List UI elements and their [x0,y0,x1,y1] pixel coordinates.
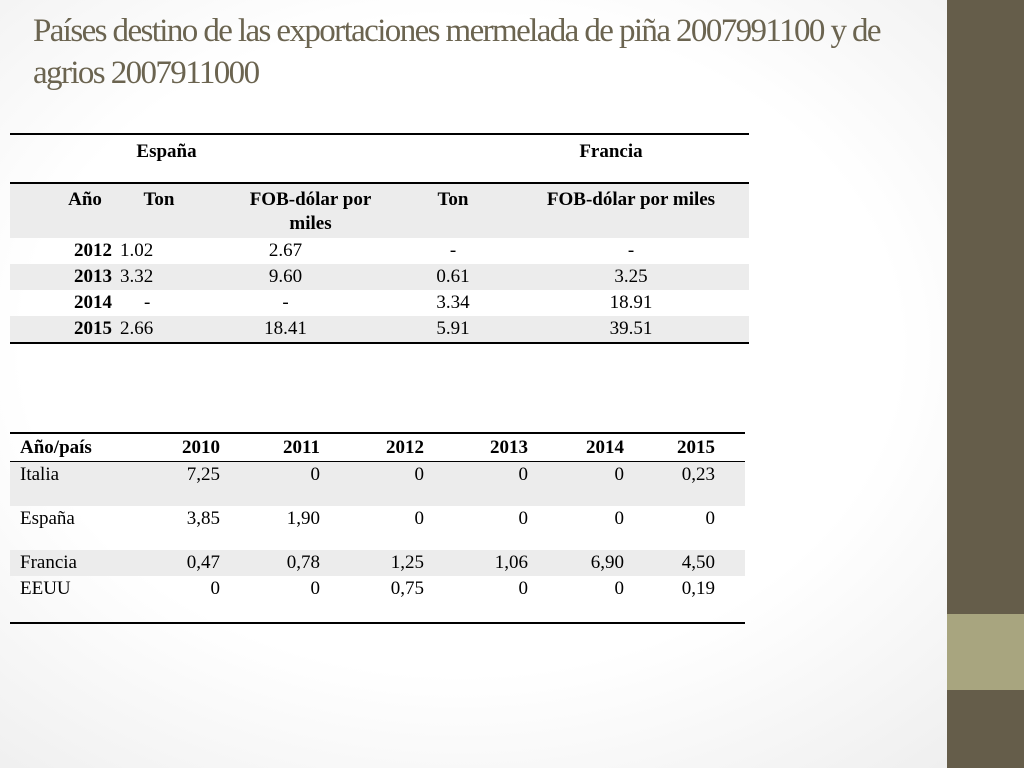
table-cell: - [144,292,151,313]
table-cell: 0 [414,508,424,529]
exports-by-country-table [10,432,745,624]
table-row [10,290,749,316]
table-cell: 4,50 [630,550,745,576]
table-cell: 0 [705,508,715,529]
column-header-row [10,183,749,238]
table-row [10,550,745,576]
table-cell: 0,19 [681,578,715,599]
table-cell: - [282,292,289,313]
table-cell: 5.91 [393,316,513,343]
table-cell: 0 [326,462,430,507]
table-cell: 1.02 [120,240,154,261]
year-cell: 2012 [74,240,112,261]
decorative-sidebar-accent [947,614,1024,690]
table-cell: 18.41 [208,316,393,343]
table-cell: 7,25 [130,462,226,507]
column-header: 2012 [326,433,430,462]
column-header: Año [10,183,118,238]
country-cell: EEUU [20,578,71,599]
table-cell: 0,75 [390,578,424,599]
exports-by-year-table [10,133,749,344]
table-row [10,506,745,550]
table-cell: 9.60 [208,264,393,290]
table-row [10,576,745,623]
table-cell: 1,06 [430,550,534,576]
table-cell: 3.25 [513,264,749,290]
table-cell: 2.67 [268,240,303,261]
country-header-francia: Francia [393,134,749,183]
year-cell: 2015 [10,316,118,343]
country-header-row [10,134,749,183]
table-cell: 0 [614,578,624,599]
table-cell: 0 [534,462,630,507]
slide-title: Países destino de las exportaciones mermelada de piña 2007991100 y de agrios 2007911000 [33,13,880,91]
year-cell: 2013 [10,264,118,290]
column-header: 2013 [430,433,534,462]
table-cell: 3,85 [186,508,220,529]
table-cell: - [449,240,457,261]
column-header: Ton [393,183,513,238]
table-cell: 0 [518,578,528,599]
table-cell: 0.61 [393,264,513,290]
table-cell: 2.66 [118,316,208,343]
column-header: FOB-dólar por miles [513,183,749,238]
table-cell: 0 [614,508,624,529]
table-cell: 39.51 [513,316,749,343]
table-cell: 1,90 [286,508,320,529]
column-header: 2014 [534,433,630,462]
table-cell: 6,90 [534,550,630,576]
country-header-espana: España [10,134,393,183]
table-row [10,238,749,264]
table-cell: 1,25 [326,550,430,576]
column-header: 2015 [630,433,745,462]
table-row [10,264,749,290]
table-cell: 0 [210,578,220,599]
column-header: 2010 [130,433,226,462]
table-cell: 3.32 [118,264,208,290]
table-cell: 3.34 [436,292,470,313]
table-row [10,316,749,343]
column-header-row [10,433,745,462]
table-cell: 0 [226,462,326,507]
table-cell: 18.91 [609,292,653,313]
table-row [10,462,745,507]
country-cell: España [20,508,75,529]
table-cell: 0,23 [630,462,745,507]
country-cell: Italia [10,462,130,507]
table-cell: 0 [430,462,534,507]
table-cell: 0 [310,578,320,599]
table-cell: 0,47 [130,550,226,576]
column-header: 2011 [226,433,326,462]
year-cell: 2014 [74,292,112,313]
column-header: FOB-dólar por miles [208,183,393,238]
table-cell: 0 [518,508,528,529]
column-header: Ton [118,183,208,238]
table-cell: 0,78 [226,550,326,576]
column-header: Año/país [10,433,130,462]
table-cell: - [627,240,635,261]
country-cell: Francia [10,550,130,576]
